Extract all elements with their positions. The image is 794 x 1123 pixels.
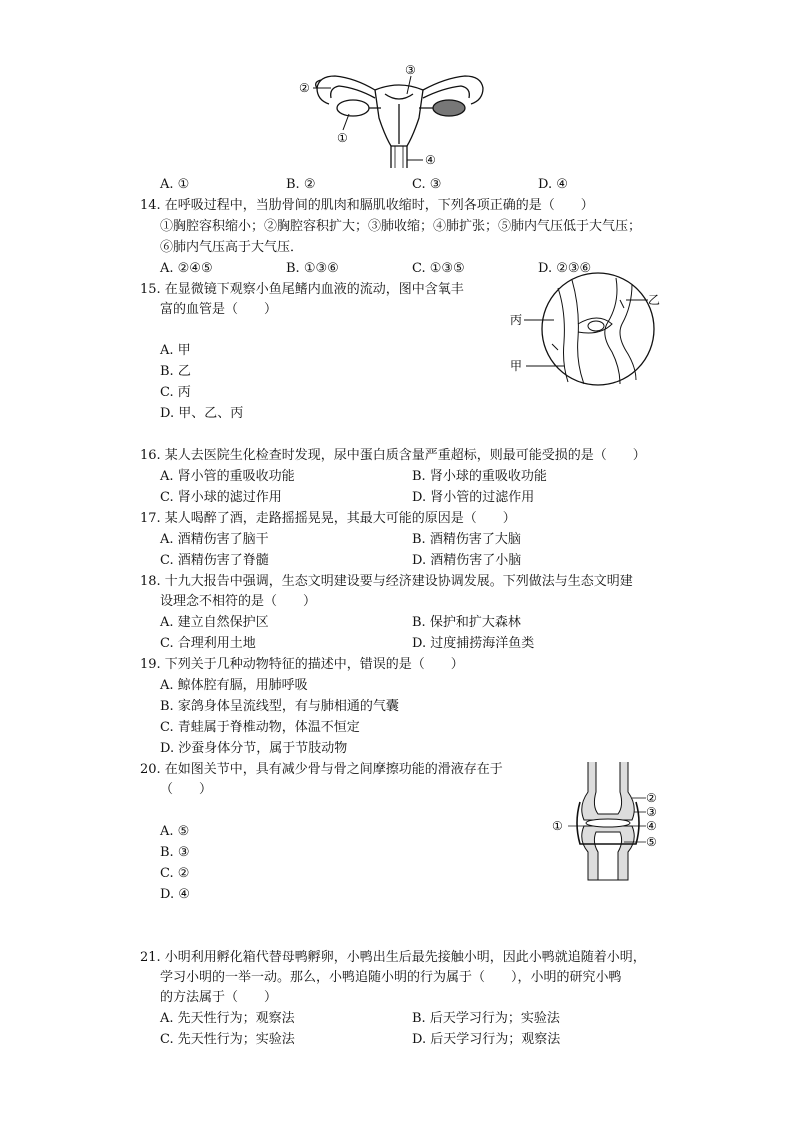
q21-stem-line1: 21. 小明利用孵化箱代替母鸭孵卵，小鸭出生后最先接触小明，因此小鸭就追随着小明， [140,950,646,965]
label-1: ① [337,131,348,145]
q19-option-d[interactable]: D. 沙蚕身体分节，属于节肢动物 [160,741,348,756]
q16-option-b[interactable]: B. 肾小球的重吸收功能 [412,469,547,484]
q20-stem-line1: 20. 在如图关节中，具有减少骨与骨之间摩擦功能的滑液存在于 [140,762,503,777]
q18-option-c[interactable]: C. 合理利用土地 [160,636,256,651]
q21-stem-line2: 学习小明的一举一动。那么，小鸭追随小明的行为属于（ ），小明的研究小鸭 [160,970,622,985]
q16-option-a[interactable]: A. 肾小管的重吸收功能 [160,469,295,484]
q15-option-c[interactable]: C. 丙 [160,385,191,400]
q16-stem: 16. 某人去医院生化检查时发现，尿中蛋白质含量严重超标，则最可能受损的是（ ） [140,448,646,463]
label-5: ⑤ [646,835,657,849]
q19-option-b[interactable]: B. 家鸽身体呈流线型，有与肺相通的气囊 [160,699,399,714]
q20-option-d[interactable]: D. ④ [160,887,190,902]
q17-option-d[interactable]: D. 酒精伤害了小脑 [412,553,522,568]
q21-option-b[interactable]: B. 后天学习行为；实验法 [412,1011,560,1026]
q15-stem-line2: 富的血管是（ ） [160,302,278,317]
q13-option-b[interactable]: B. ② [286,177,316,192]
q21-option-d[interactable]: D. 后天学习行为；观察法 [412,1032,561,1047]
q15-option-a[interactable]: A. 甲 [160,343,191,358]
q18-option-d[interactable]: D. 过度捕捞海洋鱼类 [412,636,535,651]
q16-option-d[interactable]: D. 肾小管的过滤作用 [412,490,535,505]
q15-option-b[interactable]: B. 乙 [160,364,191,379]
q14-stem: 14. 在呼吸过程中，当肋骨间的肌肉和膈肌收缩时，下列各项正确的是（ ） [140,198,594,213]
q14-line2: ①胸腔容积缩小；②胸腔容积扩大；③肺收缩；④肺扩张；⑤肺内气压低于大气压； [160,219,642,234]
q18-stem-line1: 18. 十九大报告中强调，生态文明建设要与经济建设协调发展。下列做法与生态文明建 [140,574,633,589]
q20-option-c[interactable]: C. ② [160,866,190,881]
q21-option-c[interactable]: C. 先天性行为；实验法 [160,1032,295,1047]
label-3: ③ [646,805,657,819]
q21-stem-line3: 的方法属于（ ） [160,990,278,1005]
q15-option-d[interactable]: D. 甲、乙、丙 [160,406,244,421]
label-bing: 丙 [510,313,523,327]
blood-vessel-microscope-diagram [508,272,668,392]
q15-stem-line1: 15. 在显微镜下观察小鱼尾鳍内血液的流动，图中含氧丰 [140,282,464,297]
q19-option-a[interactable]: A. 鲸体腔有膈，用肺呼吸 [160,678,308,693]
q18-stem-line2: 设理念不相符的是（ ） [160,594,317,609]
label-4: ④ [425,153,436,167]
joint-diagram [548,762,668,882]
label-3: ③ [405,63,416,77]
q17-stem: 17. 某人喝醉了酒，走路摇摇晃晃，其最大可能的原因是（ ） [140,511,516,526]
q21-option-a[interactable]: A. 先天性行为；观察法 [160,1011,295,1026]
label-yi: 乙 [648,293,661,307]
q17-option-c[interactable]: C. 酒精伤害了脊髓 [160,553,269,568]
q13-option-d[interactable]: D. ④ [538,177,568,192]
q13-option-c[interactable]: C. ③ [412,177,442,192]
q14-option-a[interactable]: A. ②④⑤ [160,261,213,276]
label-4: ④ [646,819,657,833]
q14-option-b[interactable]: B. ①③⑥ [286,261,339,276]
q16-option-c[interactable]: C. 肾小球的滤过作用 [160,490,282,505]
q20-option-b[interactable]: B. ③ [160,845,190,860]
label-2: ② [299,81,310,95]
q19-option-c[interactable]: C. 青蛙属于脊椎动物，体温不恒定 [160,720,360,735]
q14-line3: ⑥肺内气压高于大气压． [160,240,304,255]
label-2: ② [646,791,657,805]
q20-stem-line2: （ ） [160,782,213,797]
q17-option-a[interactable]: A. 酒精伤害了脑干 [160,532,269,547]
label-jia: 甲 [510,359,523,373]
q18-option-b[interactable]: B. 保护和扩大森林 [412,615,521,630]
q13-option-a[interactable]: A. ① [160,177,190,192]
label-1: ① [552,819,563,833]
q17-option-b[interactable]: B. 酒精伤害了大脑 [412,532,521,547]
q14-option-c[interactable]: C. ①③⑤ [412,261,465,276]
q19-stem: 19. 下列关于几种动物特征的描述中，错误的是（ ） [140,657,464,672]
female-reproductive-diagram [295,58,505,176]
q14-option-d[interactable]: D. ②③⑥ [538,261,592,276]
q18-option-a[interactable]: A. 建立自然保护区 [160,615,269,630]
q20-option-a[interactable]: A. ⑤ [160,824,190,839]
